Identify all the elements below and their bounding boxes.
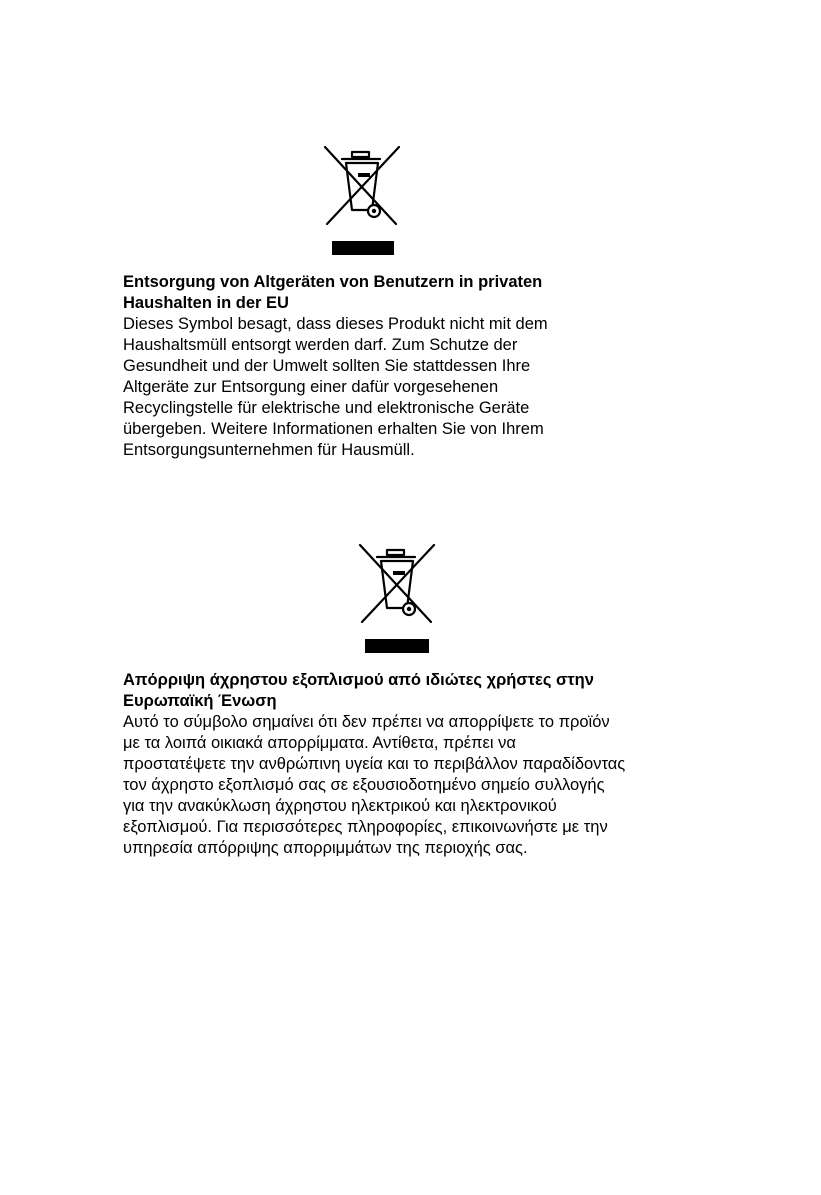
body-line: για την ανακύκλωση άχρηστου ηλεκτρικού και ηλεκτρονικού [123,797,557,815]
disposal-notice-greek [123,670,683,859]
notice-title [123,670,683,712]
body-line: Gesundheit und der Umwelt sollten Sie stattdessen Ihre [123,357,531,375]
body-line: übergeben. Weitere Informationen erhalten Sie von Ihrem [123,420,544,438]
body-line: τον άχρηστο εξοπλισμό σας σε εξουσιοδοτημένο σημείο συλλογής [123,776,605,794]
title-line: Ευρωπαϊκή Ένωση [123,692,277,710]
body-line: Altgeräte zur Entsorgung einer dafür vorgesehenen [123,378,499,396]
body-line: Αυτό το σύμβολο σημαίνει ότι δεν πρέπει να απορρίψετε το προϊόν [123,713,610,731]
disposal-notice-german [123,272,683,461]
title-line: Απόρριψη άχρηστου εξοπλισμού από ιδιώτες χρήστες στην [123,671,594,689]
body-line: με τα λοιπά οικιακά απορρίμματα. Αντίθετα, πρέπει να [123,734,516,752]
title-line: Haushalten in der EU [123,294,289,312]
body-line: Entsorgungsunternehmen für Hausmüll. [123,441,415,459]
crossed-out-wheelie-bin-icon [357,542,437,656]
body-line: Recyclingstelle für elektrische und elektronische Geräte [123,399,530,417]
notice-title [123,272,683,314]
body-line: Dieses Symbol besagt, dass dieses Produkt nicht mit dem [123,315,548,333]
body-line: υπηρεσία απόρριψης απορριμμάτων της περιοχής σας. [123,839,528,857]
notice-body [123,314,683,461]
body-line: εξοπλισμού. Για περισσότερες πληροφορίες, επικοινωνήστε με την [123,818,608,836]
body-line: Haushaltsmüll entsorgt werden darf. Zum Schutze der [123,336,518,354]
title-line: Entsorgung von Altgeräten von Benutzern in privaten [123,273,543,291]
body-line: προστατέψετε την ανθρώπινη υγεία και το περιβάλλον παραδίδοντας [123,755,626,773]
notice-body [123,712,683,859]
crossed-out-wheelie-bin-icon [322,144,402,258]
